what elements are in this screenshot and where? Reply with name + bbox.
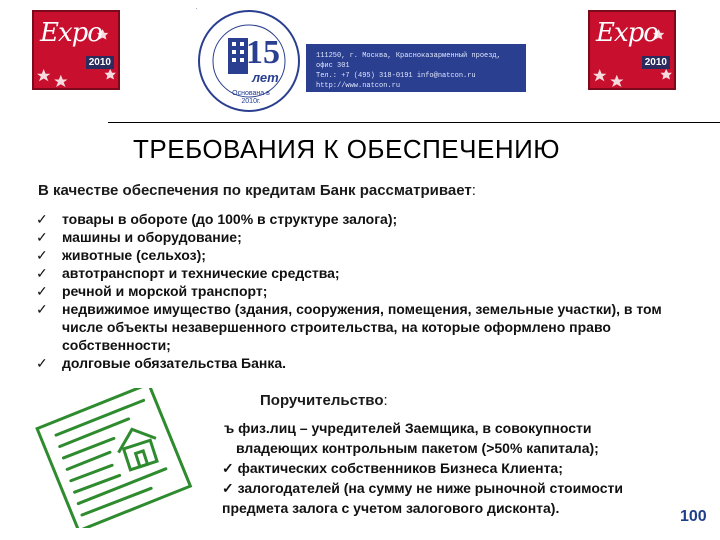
- list-item-text: долговые обязательства Банка.: [62, 355, 287, 371]
- check-mark-icon: ✓: [36, 265, 48, 281]
- check-mark-icon: ✓: [36, 355, 48, 371]
- guarantee-line: ✓ фактических собственников Бизнеса Клиента;: [222, 460, 563, 476]
- guarantee-text: [222, 418, 702, 518]
- header-divider: [108, 122, 720, 123]
- guarantee-line: владеющих контрольным пакетом (>50% капитала);: [236, 440, 599, 456]
- list-item: [36, 246, 676, 264]
- page-number: 100: [680, 508, 707, 525]
- logo-address-band: [306, 44, 526, 92]
- list-item: [36, 300, 676, 354]
- document-with-house-icon: [20, 388, 210, 528]
- collateral-lead-text: В качестве обеспечения по кредитам Банк рассматривает: [38, 182, 472, 199]
- list-item-text: товары в обороте (до 100% в структуре залога);: [62, 211, 398, 227]
- expo-badge-word: Expo: [596, 18, 658, 48]
- list-item-text: животные (сельхоз);: [62, 247, 206, 263]
- check-mark-icon: ✓: [36, 211, 48, 227]
- guarantee-heading-text: Поручительство: [260, 392, 384, 409]
- guarantee-heading: [260, 392, 388, 409]
- seal-number: 15: [246, 34, 280, 71]
- association-logo: [196, 8, 526, 116]
- list-item: [36, 264, 676, 282]
- seal-founded: Основана в 2010г.: [232, 90, 270, 105]
- collateral-list: [36, 210, 676, 372]
- list-item: [36, 228, 676, 246]
- list-item: [36, 282, 676, 300]
- collateral-lead: [38, 182, 476, 199]
- logo-address-line2: Тел.: +7 (495) 318-0191 info@natcon.ru http://www.natcon.ru: [316, 72, 476, 90]
- page-title: ТРЕБОВАНИЯ К ОБЕСПЕЧЕНИЮ: [133, 134, 561, 164]
- guarantee-heading-colon: :: [383, 392, 388, 409]
- list-item: [36, 354, 676, 372]
- check-mark-icon: ✓: [36, 229, 48, 245]
- check-mark-icon: ✓: [36, 247, 48, 263]
- list-item-text: недвижимое имущество (здания, сооружения, помещения, земельные участки), в том числе объекты незавершенного строительства, на которые оформлено право собственности;: [62, 301, 662, 353]
- seal-suffix: лет: [252, 70, 279, 85]
- expo-badge-year: 2010: [86, 56, 114, 69]
- logo-address-line1: 111250, г. Москва, Красноказарменный проезд, офис 301: [316, 52, 501, 70]
- check-mark-icon: ✓: [36, 283, 48, 299]
- list-item: [36, 210, 676, 228]
- collateral-lead-colon: :: [471, 182, 476, 199]
- expo-badge-year: 2010: [642, 56, 670, 69]
- guarantee-line: предмета залога с учетом залогового дисконта).: [222, 500, 560, 516]
- seal-ring-text: [196, 8, 197, 9]
- check-mark-icon: ✓: [36, 301, 48, 317]
- list-item-text: речной и морской транспорт;: [62, 283, 268, 299]
- list-item-text: автотранспорт и технические средства;: [62, 265, 340, 281]
- guarantee-line: ъ физ.лиц – учредителей Заемщика, в совокупности: [224, 420, 592, 436]
- expo-badge-word: Expo: [40, 18, 102, 48]
- list-item-text: машины и оборудование;: [62, 229, 242, 245]
- expo-badge-right: [588, 10, 676, 90]
- guarantee-line: ✓ залогодателей (на сумму не ниже рыночной стоимости: [222, 480, 623, 496]
- expo-badge-left: [32, 10, 120, 90]
